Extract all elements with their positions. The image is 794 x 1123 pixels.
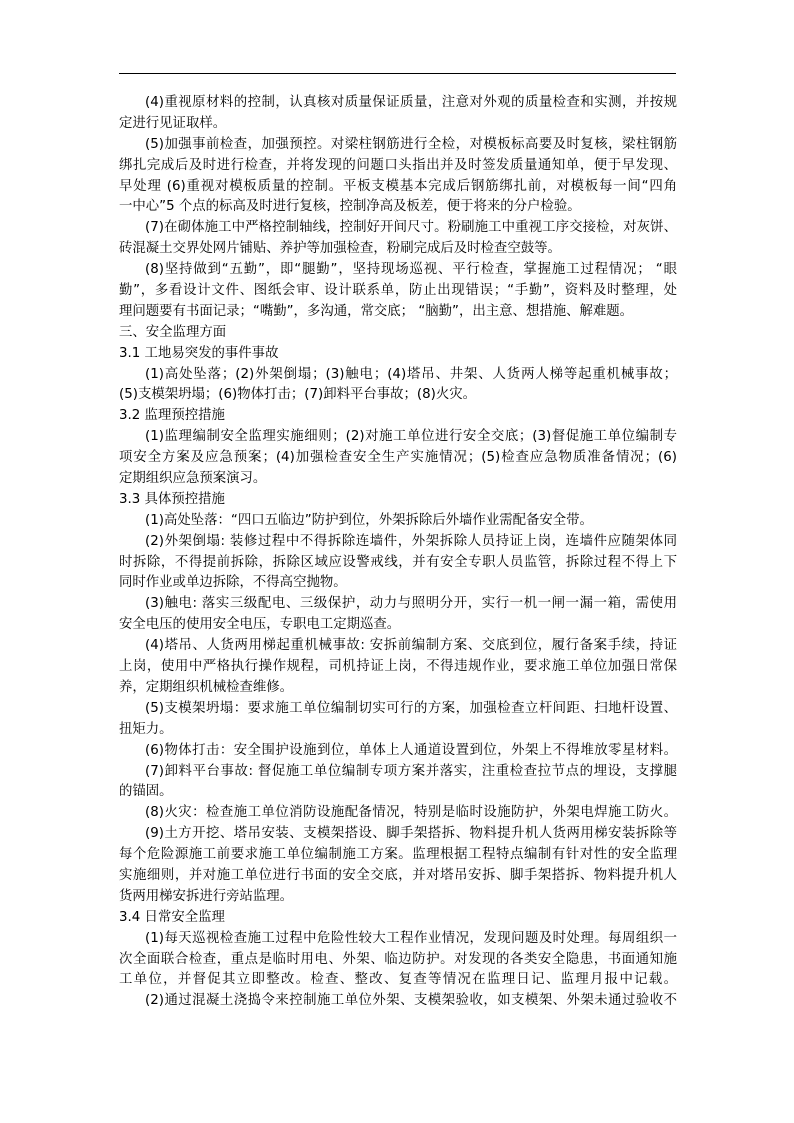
- header-rule: [119, 73, 676, 74]
- text-line: 早处理 (6)重视对模板质量的控制。平板支模基本完成后钢筋绑扎前，对模板每一间“四角: [119, 178, 677, 194]
- text-line: (5)支模架坍塌：要求施工单位编制切实可行的方案，加强检查立杆间距、扫地杆设置、: [145, 700, 677, 716]
- text-line: 勤”，多看设计文件、图纸会审、设计联系单，防止出现错误；“手勤”，资料及时整理，处: [119, 283, 677, 299]
- text-line: (1)每天巡视检查施工过程中危险性较大工程作业情况，发现问题及时处理。每周组织一: [145, 930, 677, 946]
- text-line: 的锚固。: [119, 784, 173, 800]
- text-line: (6)物体打击：安全围护设施到位，单体上人通道设置到位，外架上不得堆放零星材料。: [145, 742, 677, 758]
- text-line: 3.1 工地易突发的事件事故: [119, 345, 279, 361]
- text-line: (3)触电: 落实三级配电、三级保护，动力与照明分开，实行一机一闸一漏一箱，需使用: [145, 596, 677, 612]
- text-line: 定期组织应急预案演习。: [119, 471, 267, 487]
- text-line: 工单位，并督促其立即整改。检查、整改、复查等情况在监理日记、监理月报中记载。: [119, 972, 677, 988]
- text-line: 定进行见证取样。: [119, 115, 227, 131]
- text-line: (5)支模架坍塌；(6)物体打击；(7)卸料平台事故；(8)火灾。: [119, 387, 477, 403]
- text-line: 时拆除，不得提前拆除，拆除区域应设警戒线，并有安全专职人员监管，拆除过程不得上下: [119, 554, 677, 570]
- text-line: 3.3 具体预控措施: [119, 491, 225, 507]
- text-line: 一中心”5 个点的标高及时进行复核，控制净高及板差，便于将来的分户检验。: [119, 199, 581, 215]
- text-line: (7)卸料平台事故: 督促施工单位编制专项方案并落实，注重检查拉节点的埋设，支撑腿: [145, 763, 677, 779]
- text-line: (4)重视原材料的控制，认真核对质量保证质量，注意对外观的质量检查和实测，并按规: [145, 95, 677, 110]
- text-line: 上岗，使用中严格执行操作规程，司机持证上岗，不得违规作业，要求施工单位加强日常保: [119, 659, 677, 675]
- text-line: (2)通过混凝土浇捣令来控制施工单位外架、支模架验收，如支模架、外架未通过验收不: [145, 993, 677, 1009]
- text-line: (8)坚持做到“五勤”，即“腿勤”，坚持现场巡视、平行检查，掌握施工过程情况； “眼: [145, 262, 677, 278]
- text-line: 3.4 日常安全监理: [119, 909, 225, 925]
- text-line: (1)高处坠落：“四口五临边”防护到位，外架拆除后外墙作业需配备安全带。: [145, 512, 593, 528]
- text-line: 理问题要有书面记录；“嘴勤”，多沟通，常交底； “脑勤”，出主意、想措施、解难题。: [119, 303, 634, 319]
- text-line: 货两用梯安拆进行旁站监理。: [119, 888, 294, 904]
- text-line: (4)塔吊、人货两用梯起重机械事故: 安拆前编制方案、交底到位，履行备案手续，持证: [145, 638, 677, 654]
- text-line: (1)高处坠落；(2)外架倒塌；(3)触电；(4)塔吊、井架、人货两人梯等起重机械事故；: [145, 366, 677, 382]
- text-line: 养，定期组织机械检查维修。: [119, 679, 294, 695]
- document-body: [119, 93, 677, 1012]
- text-line: 三、安全监理方面: [119, 324, 227, 340]
- text-line: 绑扎完成后及时进行检查，并将发现的问题口头指出并及时签发质量通知单，便于早发现、: [119, 157, 677, 173]
- text-line: 同时作业或单边拆除，不得高空抛物。: [119, 575, 347, 591]
- text-line: 砖混凝土交界处网片铺贴、养护等加强检查，粉刷完成后及时检查空鼓等。: [119, 241, 561, 257]
- text-line: 项安全方案及应急预案；(4)加强检查安全生产实施情况；(5)检查应急物质准备情况；(6): [119, 450, 677, 466]
- text-line: 实施细则，并对施工单位进行书面的安全交底，并对塔吊安拆、脚手架搭拆、物料提升机人: [119, 867, 677, 883]
- text-line: 每个危险源施工前要求施工单位编制施工方案。监理根据工程特点编制有针对性的安全监理: [119, 847, 677, 863]
- text-line: (9)土方开挖、塔吊安装、支模架搭设、脚手架搭拆、物料提升机人货两用梯安装拆除等: [145, 826, 677, 842]
- text-line: 次全面联合检查，重点是临时用电、外架、临边防护。对发现的各类安全隐患，书面通知施: [119, 951, 677, 967]
- text-line: (7)在砌体施工中严格控制轴线，控制好开间尺寸。粉刷施工中重视工序交接检，对灰饼、: [145, 220, 677, 236]
- text-line: 3.2 监理预控措施: [119, 408, 225, 424]
- text-line: (8)火灾：检查施工单位消防设施配备情况，特别是临时设施防护，外架电焊施工防火。: [145, 805, 677, 821]
- text-line: 安全电压的使用安全电压，专职电工定期巡查。: [119, 617, 401, 633]
- text-line: (5)加强事前检查，加强预控。对梁柱钢筋进行全检，对模板标高要及时复核，梁柱钢筋: [145, 136, 677, 152]
- text-line: (1)监理编制安全监理实施细则；(2)对施工单位进行安全交底；(3)督促施工单位编制专: [145, 429, 677, 445]
- text-line: (2)外架倒塌: 装修过程中不得拆除连墙件，外架拆除人员持证上岗，连墙件应随架体同: [145, 533, 677, 549]
- text-line: 扭矩力。: [119, 721, 173, 737]
